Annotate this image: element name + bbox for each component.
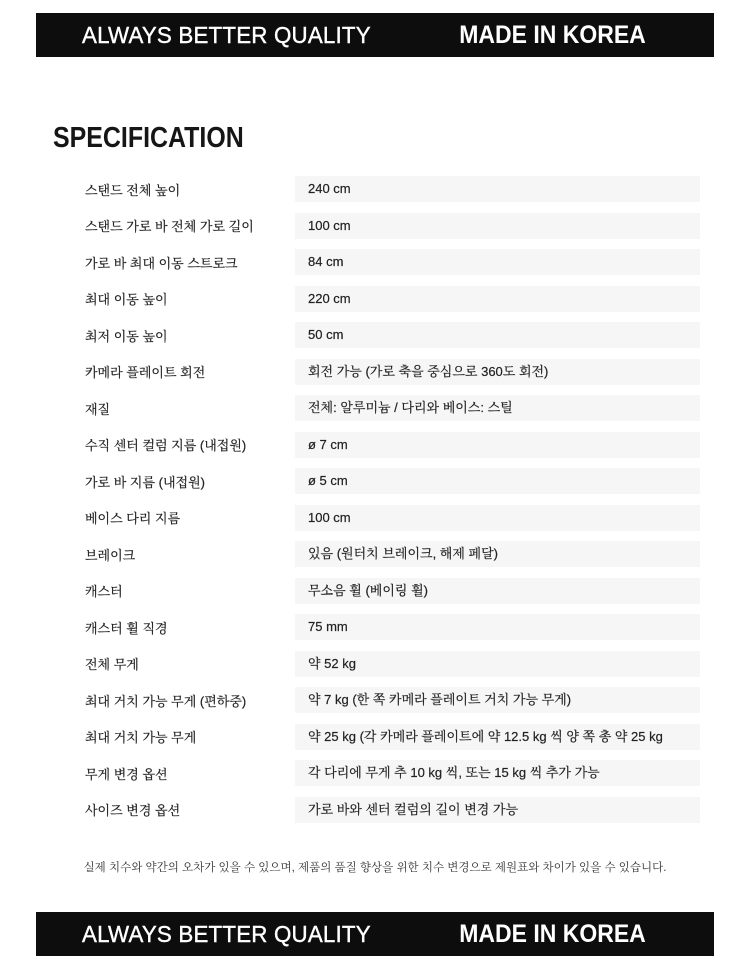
footer-slogan-text: ALWAYS BETTER QUALITY bbox=[82, 920, 371, 947]
spec-label: 베이스 다리 지름 bbox=[85, 511, 181, 526]
spec-label: 사이즈 변경 옵션 bbox=[85, 803, 181, 818]
spec-value: 220 cm bbox=[295, 286, 700, 312]
header-bar bbox=[36, 13, 714, 57]
spec-row bbox=[85, 760, 700, 786]
header-slogan-text: ALWAYS BETTER QUALITY bbox=[82, 21, 371, 48]
spec-row bbox=[85, 505, 700, 531]
spec-row bbox=[85, 614, 700, 640]
spec-row bbox=[85, 578, 700, 604]
spec-value: 84 cm bbox=[295, 249, 700, 275]
spec-row bbox=[85, 213, 700, 239]
spec-value: ø 7 cm bbox=[295, 432, 700, 458]
spec-row bbox=[85, 724, 700, 750]
disclaimer-footnote: 실제 치수와 약간의 오차가 있을 수 있으며, 제품의 품질 향상을 위한 치수 변경으로 제원표와 차이가 있을 수 있습니다. bbox=[83, 862, 667, 874]
spec-row bbox=[85, 797, 700, 823]
spec-label: 가로 바 최대 이동 스트로크 bbox=[85, 255, 238, 271]
spec-label: 캐스터 bbox=[85, 584, 123, 599]
spec-label: 브레이크 bbox=[85, 547, 136, 563]
spec-row bbox=[85, 286, 700, 312]
footer-made-in-korea-text: MADE IN KOREA bbox=[459, 919, 646, 948]
spec-label: 스탠드 가로 바 전체 가로 길이 bbox=[85, 219, 254, 234]
spec-label: 가로 바 지름 (내접원) bbox=[85, 474, 205, 490]
spec-value: 50 cm bbox=[295, 322, 700, 348]
header-made-in-korea-text: MADE IN KOREA bbox=[459, 20, 646, 49]
spec-label: 최대 거치 가능 무게 (편하중) bbox=[85, 693, 247, 709]
spec-row bbox=[85, 359, 700, 385]
spec-value: 약 52 kg bbox=[295, 651, 700, 677]
spec-value: 약 25 kg (각 카메라 플레이트에 약 12.5 kg 씩 양 쪽 총 약 25 kg bbox=[295, 724, 700, 750]
spec-row bbox=[85, 687, 700, 713]
spec-label: 재질 bbox=[85, 401, 111, 417]
spec-value: 240 cm bbox=[295, 176, 700, 202]
spec-label: 최대 거치 가능 무게 bbox=[85, 730, 197, 745]
spec-value: 약 7 kg (한 쪽 카메라 플레이트 거치 가능 무게) bbox=[295, 687, 700, 713]
footer-bar bbox=[36, 912, 714, 956]
spec-value: 무소음 휠 (베이링 휠) bbox=[295, 578, 700, 604]
spec-row bbox=[85, 395, 700, 421]
spec-value: 75 mm bbox=[295, 614, 700, 640]
spec-row bbox=[85, 541, 700, 567]
spec-value: 있음 (원터치 브레이크, 해제 페달) bbox=[295, 541, 700, 567]
spec-value: 각 다리에 무게 추 10 kg 씩, 또는 15 kg 씩 추가 가능 bbox=[295, 760, 700, 786]
spec-label: 카메라 플레이트 회전 bbox=[85, 365, 206, 380]
spec-value: 회전 가능 (가로 축을 중심으로 360도 회전) bbox=[295, 359, 700, 385]
page-title: SPECIFICATION bbox=[53, 122, 244, 154]
spec-value: ø 5 cm bbox=[295, 468, 700, 494]
spec-value: 100 cm bbox=[295, 505, 700, 531]
spec-value: 가로 바와 센터 컬럼의 길이 변경 가능 bbox=[295, 797, 700, 823]
spec-label: 전체 무게 bbox=[85, 657, 139, 672]
spec-row bbox=[85, 468, 700, 494]
spec-row bbox=[85, 651, 700, 677]
spec-label: 최저 이동 높이 bbox=[85, 328, 168, 344]
spec-row bbox=[85, 322, 700, 348]
spec-table bbox=[85, 176, 700, 823]
spec-row bbox=[85, 176, 700, 202]
spec-label: 스탠드 전체 높이 bbox=[85, 182, 181, 198]
spec-label: 최대 이동 높이 bbox=[85, 292, 168, 307]
spec-row bbox=[85, 249, 700, 275]
spec-value: 전체: 알루미늄 / 다리와 베이스: 스틸 bbox=[295, 395, 700, 421]
spec-label: 수직 센터 컬럼 지름 (내접원) bbox=[85, 438, 247, 453]
spec-value: 100 cm bbox=[295, 213, 700, 239]
spec-label: 캐스터 휠 직경 bbox=[85, 620, 168, 636]
spec-label: 무게 변경 옵션 bbox=[85, 766, 168, 782]
spec-row bbox=[85, 432, 700, 458]
